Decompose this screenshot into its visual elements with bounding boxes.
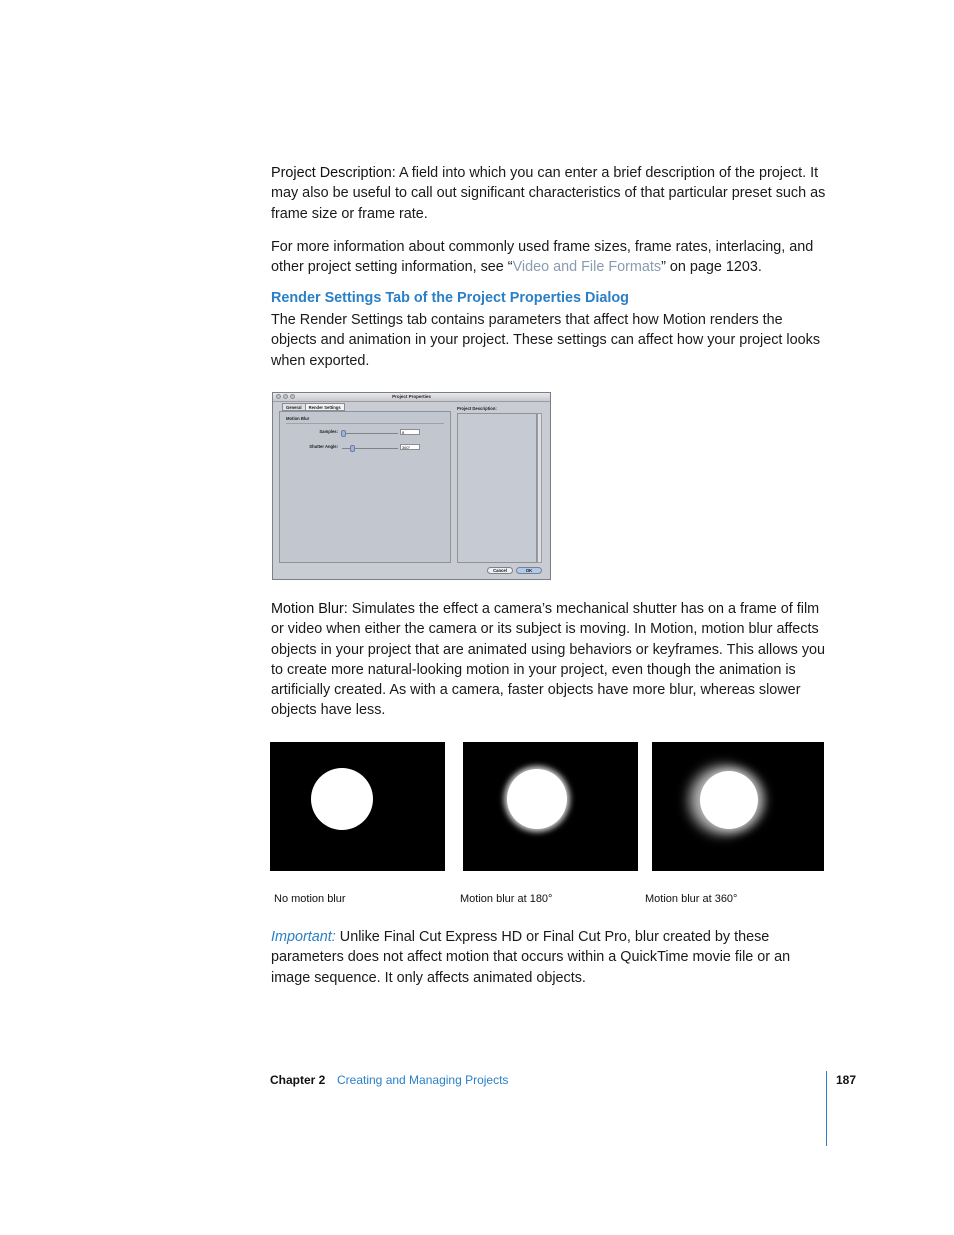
group-divider xyxy=(286,423,444,424)
description-scrollbar[interactable] xyxy=(537,413,542,563)
shutter-angle-slider-thumb[interactable] xyxy=(350,445,355,452)
project-description-text: A field into which you can enter a brief description of the project. It may also be useful to call out significant characteristics of that particular preset such as frame size or frame rate. xyxy=(271,165,826,222)
more-info-text-before: For more information about commonly used frame sizes, frame rates, interlacing, and other project setting information, see “ xyxy=(271,239,814,276)
samples-slider-track xyxy=(342,433,398,434)
page-number: 187 xyxy=(836,1073,857,1087)
project-description-textarea[interactable] xyxy=(457,413,537,563)
cancel-button[interactable]: Cancel xyxy=(487,567,513,574)
blurred-circle-180 xyxy=(507,769,567,829)
project-properties-dialog-screenshot xyxy=(272,392,551,580)
footer-chapter: Chapter 2 xyxy=(270,1073,326,1087)
dialog-title: Project Properties xyxy=(392,394,431,399)
ok-button[interactable]: OK xyxy=(516,567,542,574)
motion-blur-180-image xyxy=(463,742,638,871)
project-description-label: Project Description: xyxy=(457,406,497,411)
caption-blur-360: Motion blur at 360° xyxy=(645,893,738,905)
caption-no-blur: No motion blur xyxy=(274,893,346,905)
tab-general[interactable]: General xyxy=(282,403,306,411)
project-description-paragraph xyxy=(271,163,831,224)
important-paragraph xyxy=(271,927,831,988)
motion-blur-paragraph xyxy=(271,599,831,721)
more-info-text-after: ” on page 1203. xyxy=(661,259,762,276)
footer-divider xyxy=(826,1071,827,1146)
footer-chapter-title[interactable]: Creating and Managing Projects xyxy=(337,1073,509,1087)
important-text: Unlike Final Cut Express HD or Final Cut Pro, blur created by these parameters does not affect motion that occurs within a QuickTime movie file or an image sequence. It only affects animated objects. xyxy=(271,929,791,986)
video-file-formats-link[interactable]: Video and File Formats xyxy=(512,259,662,276)
samples-slider-thumb[interactable] xyxy=(341,430,346,437)
samples-field[interactable]: 8 xyxy=(400,429,420,435)
tab-render-settings[interactable]: Render Settings xyxy=(305,403,345,411)
dialog-tabs xyxy=(282,403,344,411)
samples-label: Samples: xyxy=(319,429,338,434)
motion-blur-term: Motion Blur: xyxy=(271,601,348,617)
dialog-titlebar xyxy=(273,393,550,402)
shutter-angle-field[interactable]: 360° xyxy=(400,444,420,450)
motion-blur-text: Simulates the effect a camera’s mechanical shutter has on a frame of film or video when either the camera or its subject is moving. In Motion, motion blur affects objects in your project that are animated using behaviors or keyframes. This allows you to create more natural-looking motion in your project, even though the animation is artificially created. As with a camera, faster objects have more blur, whereas slower objects have less. xyxy=(271,601,826,719)
important-label: Important: xyxy=(271,929,336,945)
project-description-term: Project Description: xyxy=(271,165,396,181)
motion-blur-group-label: Motion Blur xyxy=(286,416,310,421)
render-settings-paragraph: The Render Settings tab contains parameters that affect how Motion renders the objects and animation in your project. These settings can affect how your project looks when exported. xyxy=(271,312,821,369)
blurred-circle-360 xyxy=(700,771,758,829)
section-heading: Render Settings Tab of the Project Properties Dialog xyxy=(271,290,629,306)
no-motion-blur-image xyxy=(270,742,445,871)
white-circle xyxy=(311,768,373,830)
shutter-angle-label: Shutter Angle: xyxy=(309,444,338,449)
caption-blur-180: Motion blur at 180° xyxy=(460,893,553,905)
motion-blur-360-image xyxy=(652,742,824,871)
more-info-paragraph xyxy=(271,237,831,278)
render-settings-pane xyxy=(279,411,451,563)
